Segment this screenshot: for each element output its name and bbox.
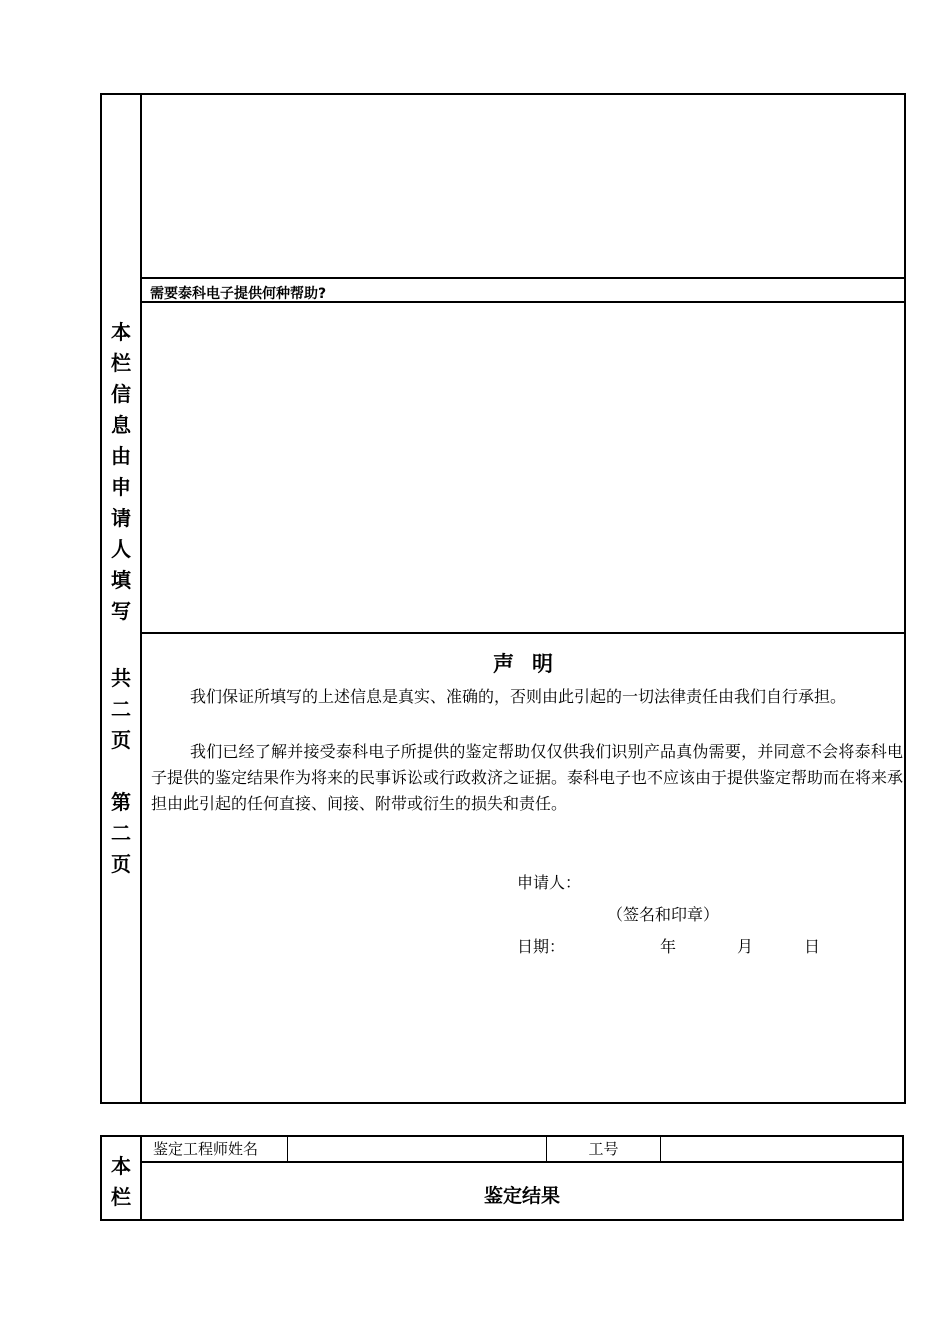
engineer-name-label: 鉴定工程师姓名 [142, 1137, 288, 1161]
side-label-applicant-fill: 本 栏 信 息 由 申 请 人 填 写 [111, 320, 131, 623]
previous-answer-area[interactable] [142, 95, 904, 277]
job-number-field[interactable] [661, 1137, 902, 1161]
appraisal-side-column [102, 1137, 142, 1219]
year-label: 年 [660, 937, 677, 956]
engineer-info-row [142, 1137, 902, 1163]
job-number-label: 工号 [547, 1137, 661, 1161]
side-label-this-section: 本 栏 [111, 1154, 131, 1209]
declaration-paragraph-1: 我们保证所填写的上述信息是真实、准确的，否则由此引起的一切法律责任由我们自行承担。 [190, 687, 847, 706]
date-label: 日期： [517, 937, 566, 956]
side-label-page-count: 共 二 页 第 二 页 [111, 666, 131, 876]
applicant-signature-label: 申请人： [517, 873, 582, 892]
help-question-label: 需要泰科电子提供何种帮助? [150, 286, 327, 302]
day-label: 日 [804, 937, 821, 956]
appraisal-result-form [100, 1135, 904, 1221]
declaration-paragraph-2: 我们已经了解并接受泰科电子所提供的鉴定帮助仅仅供我们识别产品真伪需要，并同意不会将泰科电子提供的鉴定结果作为将来的民事诉讼或行政救济之证据。泰科电子也不应该由于提供鉴定帮助而在将来承担由此引起的任何直接、间接、附带或衍生的损失和责任。 [151, 742, 904, 813]
applicant-info-form [100, 93, 906, 1104]
declaration-title: 声明 [493, 652, 571, 676]
help-answer-area[interactable] [142, 303, 904, 632]
declaration-section [142, 632, 904, 1102]
appraisal-result-title: 鉴定结果 [483, 1185, 560, 1207]
month-label: 月 [737, 937, 754, 956]
engineer-name-field[interactable] [288, 1137, 547, 1161]
help-question-row [142, 277, 904, 303]
applicant-side-column [102, 95, 142, 1102]
signature-seal-note: （签名和印章） [607, 905, 720, 924]
